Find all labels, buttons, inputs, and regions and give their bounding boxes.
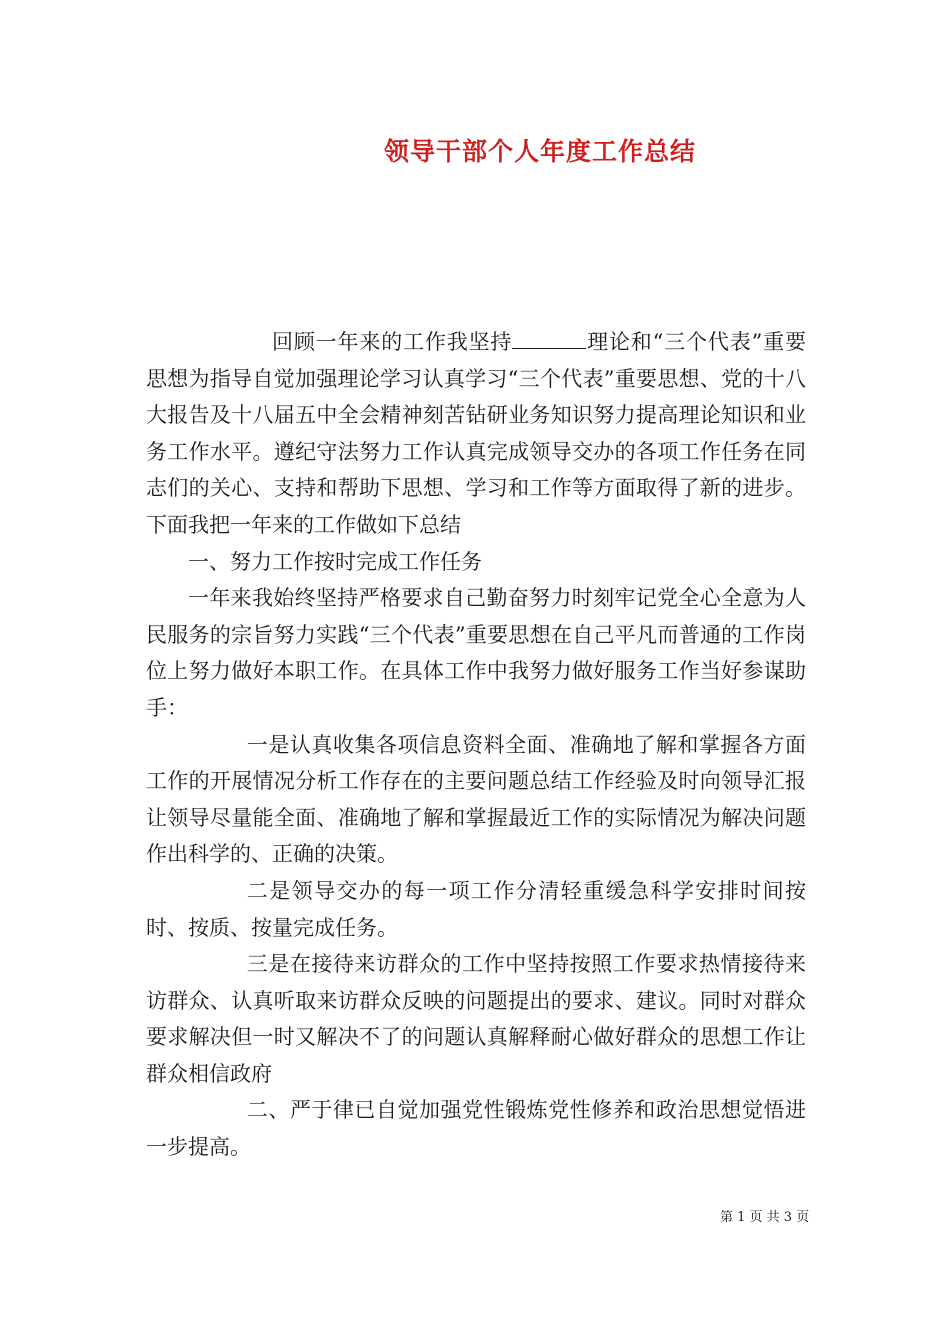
- paragraph-point-2: 二是领导交办的每一项工作分清轻重缓急科学安排时间按时、按质、按量完成任务。: [146, 878, 806, 940]
- page-number: 第 1 页 共 3 页: [720, 1210, 810, 1225]
- section-heading-1: 一、努力工作按时完成工作任务: [188, 549, 482, 574]
- fill-in-blank: [512, 330, 586, 349]
- paragraph-intro: [146, 324, 806, 544]
- document-body: [146, 324, 806, 1166]
- paragraph-intro-after: 理论和“三个代表”重要思想为指导自觉加强理论学习认真学习“三个代表”重要思想、党的十八大报告及十八届五中全会精神刻苦钻研业务知识努力提高理论知识和业务工作水平。遵纪守法努力工作认真完成领导交办的各项工作任务在同志们的关心、支持和帮助下思想、学习和工作等方面取得了新的进步。下面我把一年来的工作做如下总结: [146, 330, 806, 537]
- paragraph-point-3: 三是在接待来访群众的工作中坚持按照工作要求热情接待来访群众、认真听取来访群众反映的问题提出的要求、建议。同时对群众要求解决但一时又解决不了的问题认真解释耐心做好群众的思想工作让群众相信政府: [146, 952, 806, 1086]
- paragraph-section-1: 一年来我始终坚持严格要求自己勤奋努力时刻牢记党全心全意为人民服务的宗旨努力实践“三个代表”重要思想在自己平凡而普通的工作岗位上努力做好本职工作。在具体工作中我努力做好服务工作当好参谋助手：: [146, 586, 806, 720]
- paragraph-intro-before: 回顾一年来的工作我坚持: [272, 330, 513, 354]
- page-title: 领导干部个人年度工作总结: [383, 137, 696, 166]
- section-heading-2: 二、严于律已自觉加强党性锻炼党性修养和政治思想觉悟进一步提高。: [146, 1098, 806, 1160]
- paragraph-point-1: 一是认真收集各项信息资料全面、准确地了解和掌握各方面工作的开展情况分析工作存在的主要问题总结工作经验及时向领导汇报让领导尽量能全面、准确地了解和掌握最近工作的实际情况为解决问题作出科学的、正确的决策。: [146, 732, 806, 867]
